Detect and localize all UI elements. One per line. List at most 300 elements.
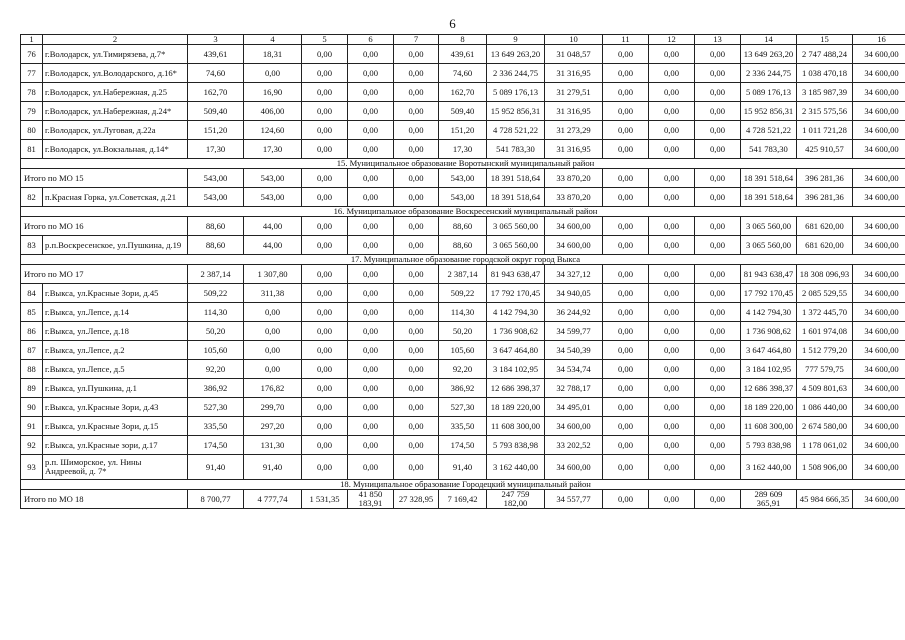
table-cell: 0,00 bbox=[394, 217, 439, 236]
column-number: 14 bbox=[741, 35, 797, 45]
table-row bbox=[21, 398, 905, 417]
table-cell: 44,00 bbox=[244, 236, 302, 255]
table-cell: 18 391 518,64 bbox=[487, 169, 545, 188]
table-cell: 543,00 bbox=[188, 188, 244, 207]
table-cell: 4 728 521,22 bbox=[741, 121, 797, 140]
table-cell: 3 065 560,00 bbox=[741, 236, 797, 255]
table-cell: 0,00 bbox=[348, 64, 394, 83]
table-cell: 88,60 bbox=[188, 236, 244, 255]
table-cell: 541 783,30 bbox=[487, 140, 545, 159]
table-cell: 386,92 bbox=[188, 379, 244, 398]
address-cell: г.Выкса, ул.Красные Зори, д.45 bbox=[43, 284, 188, 303]
table-cell: 0,00 bbox=[394, 64, 439, 83]
table-cell: 2 336 244,75 bbox=[741, 64, 797, 83]
row-number: 82 bbox=[21, 188, 43, 207]
table-cell: 4 509 801,63 bbox=[797, 379, 853, 398]
table-cell: 0,00 bbox=[695, 284, 741, 303]
table-cell: 12 686 398,37 bbox=[741, 379, 797, 398]
table-cell: 131,30 bbox=[244, 436, 302, 455]
table-row bbox=[21, 64, 905, 83]
table-cell: 0,00 bbox=[695, 490, 741, 509]
table-cell: 0,00 bbox=[603, 455, 649, 480]
table-cell: 2 387,14 bbox=[439, 265, 487, 284]
total-row bbox=[21, 217, 905, 236]
table-cell: 0,00 bbox=[302, 360, 348, 379]
table-cell: 34 600,00 bbox=[853, 140, 905, 159]
table-cell: 88,60 bbox=[439, 236, 487, 255]
row-number: 93 bbox=[21, 455, 43, 480]
row-number: 88 bbox=[21, 360, 43, 379]
table-cell: 509,40 bbox=[439, 102, 487, 121]
table-cell: 0,00 bbox=[695, 217, 741, 236]
table-cell: 17,30 bbox=[244, 140, 302, 159]
table-cell: 0,00 bbox=[348, 83, 394, 102]
table-cell: 174,50 bbox=[439, 436, 487, 455]
table-row bbox=[21, 379, 905, 398]
table-cell: 0,00 bbox=[348, 417, 394, 436]
table-cell: 74,60 bbox=[188, 64, 244, 83]
table-cell: 0,00 bbox=[394, 417, 439, 436]
table-cell: 18,31 bbox=[244, 45, 302, 64]
table-cell: 0,00 bbox=[695, 303, 741, 322]
column-number: 12 bbox=[649, 35, 695, 45]
section-title: 18. Муниципальное образование Городецкий муниципальный район bbox=[21, 480, 905, 490]
table-cell: 18 189 220,00 bbox=[741, 398, 797, 417]
address-cell: г.Выкса, ул.Лепсе, д.18 bbox=[43, 322, 188, 341]
table-cell: 0,00 bbox=[649, 322, 695, 341]
table-cell: 0,00 bbox=[302, 236, 348, 255]
table-cell: 31 316,95 bbox=[545, 140, 603, 159]
table-cell: 0,00 bbox=[649, 83, 695, 102]
table-cell: 0,00 bbox=[695, 398, 741, 417]
table-cell: 0,00 bbox=[302, 322, 348, 341]
table-cell: 0,00 bbox=[649, 45, 695, 64]
table-cell: 425 910,57 bbox=[797, 140, 853, 159]
table-cell: 0,00 bbox=[302, 455, 348, 480]
table-cell: 0,00 bbox=[394, 322, 439, 341]
table-cell: 2 315 575,56 bbox=[797, 102, 853, 121]
table-cell: 18 391 518,64 bbox=[741, 188, 797, 207]
table-row bbox=[21, 322, 905, 341]
row-number: 78 bbox=[21, 83, 43, 102]
table-cell: 2 387,14 bbox=[188, 265, 244, 284]
table-cell: 0,00 bbox=[603, 341, 649, 360]
section-header-row bbox=[21, 480, 905, 490]
table-cell: 0,00 bbox=[394, 45, 439, 64]
table-cell: 0,00 bbox=[603, 417, 649, 436]
table-cell: 34 600,00 bbox=[853, 341, 905, 360]
table-row bbox=[21, 284, 905, 303]
table-cell: 32 788,17 bbox=[545, 379, 603, 398]
table-cell: 0,00 bbox=[649, 455, 695, 480]
table-cell: 124,60 bbox=[244, 121, 302, 140]
table-cell: 11 608 300,00 bbox=[487, 417, 545, 436]
table-cell: 34 600,00 bbox=[853, 45, 905, 64]
table-cell: 1 512 779,20 bbox=[797, 341, 853, 360]
table-cell: 11 608 300,00 bbox=[741, 417, 797, 436]
section-title: 16. Муниципальное образование Воскресенский муниципальный район bbox=[21, 207, 905, 217]
table-cell: 311,38 bbox=[244, 284, 302, 303]
table-cell: 33 870,20 bbox=[545, 188, 603, 207]
table-cell: 45 984 666,35 bbox=[797, 490, 853, 509]
table-cell: 0,00 bbox=[348, 45, 394, 64]
table-cell: 0,00 bbox=[603, 379, 649, 398]
table-cell: 8 700,77 bbox=[188, 490, 244, 509]
table-cell: 0,00 bbox=[695, 360, 741, 379]
table-cell: 34 600,00 bbox=[853, 236, 905, 255]
address-cell: г.Володарск, ул.Луговая, д.22а bbox=[43, 121, 188, 140]
table-cell: 0,00 bbox=[603, 45, 649, 64]
table-cell: 114,30 bbox=[188, 303, 244, 322]
table-cell: 18 308 096,93 bbox=[797, 265, 853, 284]
table-cell: 34 540,39 bbox=[545, 341, 603, 360]
table-cell: 0,00 bbox=[302, 341, 348, 360]
table-cell: 18 189 220,00 bbox=[487, 398, 545, 417]
table-cell: 2 085 529,55 bbox=[797, 284, 853, 303]
table-cell: 0,00 bbox=[603, 102, 649, 121]
table-cell: 0,00 bbox=[649, 188, 695, 207]
table-cell: 31 048,57 bbox=[545, 45, 603, 64]
column-number: 7 bbox=[394, 35, 439, 45]
table-cell: 0,00 bbox=[649, 398, 695, 417]
table-cell: 74,60 bbox=[439, 64, 487, 83]
table-cell: 27 328,95 bbox=[394, 490, 439, 509]
table-cell: 0,00 bbox=[394, 265, 439, 284]
table-cell: 5 793 838,98 bbox=[741, 436, 797, 455]
address-cell: г.Выкса, ул.Лепсе, д.2 bbox=[43, 341, 188, 360]
column-number: 9 bbox=[487, 35, 545, 45]
table-cell: 0,00 bbox=[394, 121, 439, 140]
table-cell: 0,00 bbox=[695, 236, 741, 255]
table-cell: 18 391 518,64 bbox=[487, 188, 545, 207]
table-cell: 34 600,00 bbox=[853, 436, 905, 455]
table-cell: 0,00 bbox=[695, 436, 741, 455]
table-cell: 439,61 bbox=[439, 45, 487, 64]
row-number: 92 bbox=[21, 436, 43, 455]
table-cell: 162,70 bbox=[188, 83, 244, 102]
address-cell: г.Выкса, ул.Красные Зори, д.15 bbox=[43, 417, 188, 436]
table-cell: 0,00 bbox=[695, 64, 741, 83]
table-cell: 681 620,00 bbox=[797, 236, 853, 255]
address-cell: г.Выкса, ул.Лепсе, д.14 bbox=[43, 303, 188, 322]
table-cell: 0,00 bbox=[649, 102, 695, 121]
column-number: 3 bbox=[188, 35, 244, 45]
table-cell: 1 736 908,62 bbox=[487, 322, 545, 341]
table-cell: 0,00 bbox=[695, 102, 741, 121]
table-cell: 18 391 518,64 bbox=[741, 169, 797, 188]
column-number: 4 bbox=[244, 35, 302, 45]
table-cell: 0,00 bbox=[348, 102, 394, 121]
table-cell: 0,00 bbox=[302, 188, 348, 207]
table-cell: 543,00 bbox=[439, 188, 487, 207]
table-cell: 2 336 244,75 bbox=[487, 64, 545, 83]
total-row bbox=[21, 490, 905, 509]
table-cell: 0,00 bbox=[394, 436, 439, 455]
table-cell: 33 870,20 bbox=[545, 169, 603, 188]
table-cell: 0,00 bbox=[603, 303, 649, 322]
table-cell: 0,00 bbox=[649, 284, 695, 303]
table-cell: 0,00 bbox=[348, 341, 394, 360]
table-cell: 0,00 bbox=[649, 417, 695, 436]
table-cell: 3 647 464,80 bbox=[741, 341, 797, 360]
table-cell: 105,60 bbox=[439, 341, 487, 360]
table-cell: 34 600,00 bbox=[545, 417, 603, 436]
table-cell: 0,00 bbox=[695, 341, 741, 360]
column-number: 6 bbox=[348, 35, 394, 45]
table-cell: 0,00 bbox=[244, 360, 302, 379]
table-cell: 543,00 bbox=[244, 188, 302, 207]
table-cell: 0,00 bbox=[603, 284, 649, 303]
table-cell: 0,00 bbox=[302, 217, 348, 236]
table-cell: 0,00 bbox=[348, 455, 394, 480]
table-cell: 0,00 bbox=[348, 121, 394, 140]
table-row bbox=[21, 303, 905, 322]
table-cell: 151,20 bbox=[439, 121, 487, 140]
table-cell: 5 793 838,98 bbox=[487, 436, 545, 455]
table-cell: 0,00 bbox=[695, 455, 741, 480]
address-cell: п.Красная Горка, ул.Советская, д.21 bbox=[43, 188, 188, 207]
section-title: 15. Муниципальное образование Воротынский муниципальный район bbox=[21, 159, 905, 169]
table-cell: 0,00 bbox=[302, 303, 348, 322]
table-cell: 1 086 440,00 bbox=[797, 398, 853, 417]
table-cell: 299,70 bbox=[244, 398, 302, 417]
table-cell: 0,00 bbox=[302, 140, 348, 159]
address-cell: г.Выкса, ул.Красные Зори, д.43 bbox=[43, 398, 188, 417]
table-row bbox=[21, 102, 905, 121]
table-cell: 1 531,35 bbox=[302, 490, 348, 509]
table-cell: 34 600,00 bbox=[853, 64, 905, 83]
table-cell: 3 185 987,39 bbox=[797, 83, 853, 102]
address-cell: г.Володарск, ул.Набережная, д.25 bbox=[43, 83, 188, 102]
column-number-row bbox=[21, 35, 905, 45]
table-cell: 396 281,36 bbox=[797, 169, 853, 188]
table-cell: 0,00 bbox=[603, 83, 649, 102]
table-cell: 0,00 bbox=[695, 417, 741, 436]
table-cell: 0,00 bbox=[302, 45, 348, 64]
address-cell: р.п.Воскресенское, ул.Пушкина, д.19 bbox=[43, 236, 188, 255]
table-cell: 44,00 bbox=[244, 217, 302, 236]
address-cell: г.Выкса, ул.Лепсе, д.5 bbox=[43, 360, 188, 379]
table-cell: 16,90 bbox=[244, 83, 302, 102]
address-cell: г.Володарск, ул.Вокзальная, д.14* bbox=[43, 140, 188, 159]
row-number: 80 bbox=[21, 121, 43, 140]
table-cell: 34 600,00 bbox=[853, 360, 905, 379]
table-cell: 3 065 560,00 bbox=[487, 217, 545, 236]
table-cell: 31 316,95 bbox=[545, 64, 603, 83]
table-cell: 34 600,00 bbox=[853, 265, 905, 284]
column-number: 5 bbox=[302, 35, 348, 45]
table-cell: 509,40 bbox=[188, 102, 244, 121]
table-cell: 396 281,36 bbox=[797, 188, 853, 207]
table-row bbox=[21, 341, 905, 360]
table-cell: 4 142 794,30 bbox=[487, 303, 545, 322]
table-cell: 0,00 bbox=[394, 102, 439, 121]
total-row bbox=[21, 265, 905, 284]
table-cell: 34 600,00 bbox=[853, 121, 905, 140]
table-cell: 151,20 bbox=[188, 121, 244, 140]
table-cell: 0,00 bbox=[603, 217, 649, 236]
table-cell: 0,00 bbox=[348, 140, 394, 159]
table-cell: 34 600,00 bbox=[853, 490, 905, 509]
table-row bbox=[21, 83, 905, 102]
table-cell: 34 495,01 bbox=[545, 398, 603, 417]
table-cell: 0,00 bbox=[394, 341, 439, 360]
table-cell: 3 647 464,80 bbox=[487, 341, 545, 360]
table-cell: 0,00 bbox=[649, 236, 695, 255]
table-cell: 92,20 bbox=[188, 360, 244, 379]
table-cell: 0,00 bbox=[394, 398, 439, 417]
row-number: 89 bbox=[21, 379, 43, 398]
table-cell: 0,00 bbox=[603, 188, 649, 207]
table-cell: 335,50 bbox=[439, 417, 487, 436]
total-label: Итого по МО 17 bbox=[21, 265, 188, 284]
table-cell: 527,30 bbox=[439, 398, 487, 417]
table-cell: 0,00 bbox=[603, 140, 649, 159]
table-cell: 0,00 bbox=[394, 455, 439, 480]
section-header-row bbox=[21, 255, 905, 265]
table-cell: 335,50 bbox=[188, 417, 244, 436]
table-cell: 0,00 bbox=[302, 83, 348, 102]
table-cell: 0,00 bbox=[244, 341, 302, 360]
row-number: 77 bbox=[21, 64, 43, 83]
table-cell: 0,00 bbox=[394, 140, 439, 159]
table-cell: 34 600,00 bbox=[853, 303, 905, 322]
table-cell: 34 534,74 bbox=[545, 360, 603, 379]
table-cell: 41 850 183,91 bbox=[348, 490, 394, 509]
address-cell: г.Выкса, ул.Пушкина, д.1 bbox=[43, 379, 188, 398]
table-cell: 0,00 bbox=[348, 217, 394, 236]
table-row bbox=[21, 188, 905, 207]
table-row bbox=[21, 140, 905, 159]
address-cell: г.Выкса, ул.Красные зори, д.17 bbox=[43, 436, 188, 455]
table-cell: 34 600,00 bbox=[545, 455, 603, 480]
table-cell: 17,30 bbox=[188, 140, 244, 159]
table-cell: 0,00 bbox=[302, 398, 348, 417]
table-cell: 34 600,00 bbox=[853, 322, 905, 341]
table-cell: 0,00 bbox=[695, 83, 741, 102]
table-cell: 0,00 bbox=[394, 284, 439, 303]
table-cell: 1 372 445,70 bbox=[797, 303, 853, 322]
table-cell: 0,00 bbox=[348, 379, 394, 398]
table-cell: 34 600,00 bbox=[853, 417, 905, 436]
table-cell: 34 600,00 bbox=[853, 284, 905, 303]
table-cell: 1 178 061,02 bbox=[797, 436, 853, 455]
table-cell: 17 792 170,45 bbox=[487, 284, 545, 303]
table-cell: 406,00 bbox=[244, 102, 302, 121]
table-cell: 509,22 bbox=[188, 284, 244, 303]
table-cell: 0,00 bbox=[603, 64, 649, 83]
table-row bbox=[21, 121, 905, 140]
table-cell: 17 792 170,45 bbox=[741, 284, 797, 303]
table-cell: 34 600,00 bbox=[853, 188, 905, 207]
table-cell: 3 162 440,00 bbox=[487, 455, 545, 480]
table-cell: 0,00 bbox=[302, 102, 348, 121]
table-cell: 34 600,00 bbox=[853, 455, 905, 480]
table-cell: 15 952 856,31 bbox=[487, 102, 545, 121]
table-cell: 88,60 bbox=[188, 217, 244, 236]
table-cell: 543,00 bbox=[188, 169, 244, 188]
table-cell: 777 579,75 bbox=[797, 360, 853, 379]
table-cell: 0,00 bbox=[649, 265, 695, 284]
table-cell: 81 943 638,47 bbox=[741, 265, 797, 284]
table-cell: 0,00 bbox=[394, 83, 439, 102]
table-cell: 5 089 176,13 bbox=[741, 83, 797, 102]
table-cell: 13 649 263,20 bbox=[487, 45, 545, 64]
table-cell: 0,00 bbox=[649, 490, 695, 509]
table-cell: 0,00 bbox=[695, 45, 741, 64]
table-cell: 174,50 bbox=[188, 436, 244, 455]
table-cell: 0,00 bbox=[394, 303, 439, 322]
table-cell: 0,00 bbox=[695, 121, 741, 140]
table-cell: 31 316,95 bbox=[545, 102, 603, 121]
table-cell: 509,22 bbox=[439, 284, 487, 303]
table-cell: 162,70 bbox=[439, 83, 487, 102]
column-number: 10 bbox=[545, 35, 603, 45]
table-cell: 0,00 bbox=[348, 436, 394, 455]
row-number: 84 bbox=[21, 284, 43, 303]
table-cell: 0,00 bbox=[649, 140, 695, 159]
table-cell: 0,00 bbox=[302, 169, 348, 188]
page-number: 6 bbox=[449, 16, 456, 31]
table-cell: 0,00 bbox=[695, 265, 741, 284]
table-cell: 297,20 bbox=[244, 417, 302, 436]
table-cell: 92,20 bbox=[439, 360, 487, 379]
table-cell: 0,00 bbox=[695, 188, 741, 207]
table-cell: 34 600,00 bbox=[853, 83, 905, 102]
section-header-row bbox=[21, 159, 905, 169]
table-cell: 527,30 bbox=[188, 398, 244, 417]
column-number: 16 bbox=[853, 35, 905, 45]
row-number: 87 bbox=[21, 341, 43, 360]
table-cell: 0,00 bbox=[348, 265, 394, 284]
table-cell: 34 327,12 bbox=[545, 265, 603, 284]
table-cell: 0,00 bbox=[302, 417, 348, 436]
address-cell: р.п. Шиморское, ул. Нины Андреевой, д. 7* bbox=[43, 455, 188, 480]
table-cell: 105,60 bbox=[188, 341, 244, 360]
table-row bbox=[21, 436, 905, 455]
table-cell: 31 273,29 bbox=[545, 121, 603, 140]
table-cell: 0,00 bbox=[302, 284, 348, 303]
table-cell: 2 674 580,00 bbox=[797, 417, 853, 436]
table-cell: 34 600,00 bbox=[853, 217, 905, 236]
row-number: 83 bbox=[21, 236, 43, 255]
table-cell: 0,00 bbox=[649, 169, 695, 188]
table-cell: 91,40 bbox=[439, 455, 487, 480]
table-row bbox=[21, 417, 905, 436]
table-cell: 88,60 bbox=[439, 217, 487, 236]
table-cell: 34 557,77 bbox=[545, 490, 603, 509]
table-cell: 1 011 721,28 bbox=[797, 121, 853, 140]
total-label: Итого по МО 18 bbox=[21, 490, 188, 509]
table-cell: 1 601 974,08 bbox=[797, 322, 853, 341]
capital-repair-table bbox=[20, 34, 905, 509]
table-cell: 0,00 bbox=[348, 322, 394, 341]
table-cell: 34 599,77 bbox=[545, 322, 603, 341]
table-cell: 0,00 bbox=[603, 436, 649, 455]
column-number: 15 bbox=[797, 35, 853, 45]
table-cell: 0,00 bbox=[348, 398, 394, 417]
table-cell: 0,00 bbox=[695, 169, 741, 188]
table-cell: 0,00 bbox=[695, 379, 741, 398]
column-number: 13 bbox=[695, 35, 741, 45]
table-cell: 2 747 488,24 bbox=[797, 45, 853, 64]
table-cell: 0,00 bbox=[348, 169, 394, 188]
table-cell: 0,00 bbox=[244, 64, 302, 83]
table-cell: 0,00 bbox=[603, 360, 649, 379]
table-cell: 4 142 794,30 bbox=[741, 303, 797, 322]
table-cell: 34 600,00 bbox=[853, 102, 905, 121]
table-cell: 34 600,00 bbox=[853, 398, 905, 417]
